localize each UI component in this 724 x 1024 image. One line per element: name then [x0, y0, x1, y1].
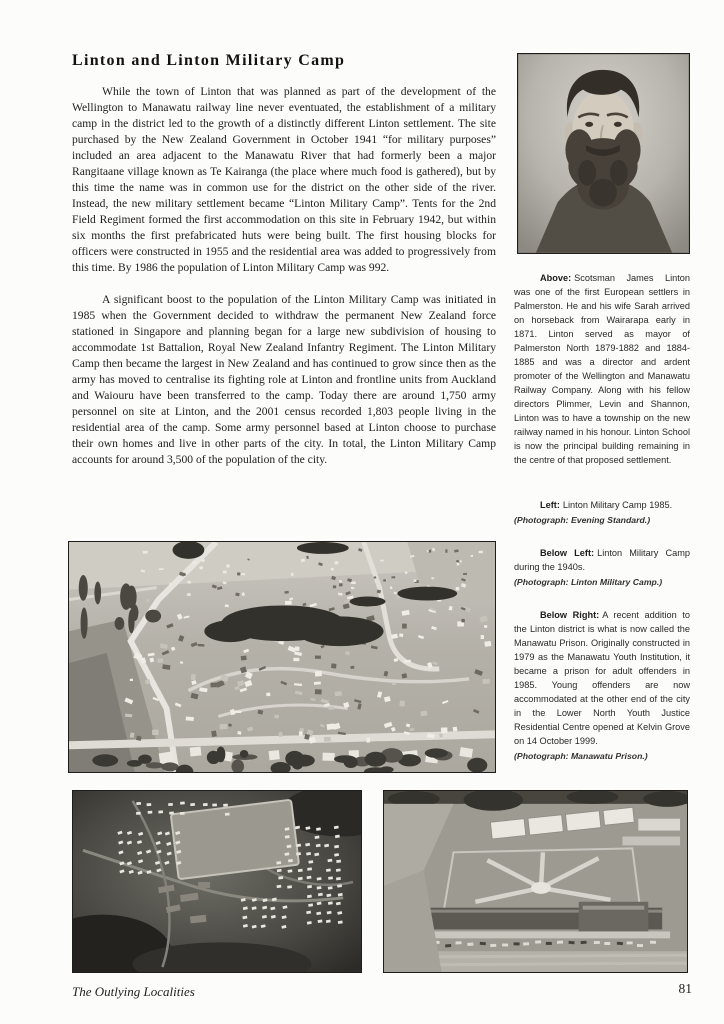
caption-text: A recent addition to the Linton district is what is now called the Manawatu Prison. Originally constructed in 1979 as the Manawatu Youth Institution, it became a prison for adult offenders in 1985. Young offenders are now accommodated at the other end of the city in the Lower North Youth Justice Residential Centre opened at Kelvin Grove on 14 October 1999.: [514, 610, 690, 746]
caption-text: Linton Military Camp during the 1940s.: [514, 548, 690, 572]
caption-below-left-photo: [514, 546, 690, 588]
body-paragraph-2: A significant boost to the population of the Linton Military Camp was initiated in 1985 when the Government decided to withdraw the permanent New Zealand force stationed in Singapore and planning began for a large new subdivision of housing to accommodate 1st Battalion, Royal New Zealand Infantry Regiment. The Linton Military Camp then became the largest in New Zealand and has continued to grow since then as the army has moved to centralise its fighting role at Linton and frontline units from Auckland and Waiouru have been transferred to the camp. Today there are around 1,750 army personnel on site at Linton, and the 2001 census recorded 1,803 people living in the residential area of the camp. Some army personnel based at Linton choose to purchase their own homes and live in other parts of the city. In total, the Linton Military Camp accounts for around 3,500 of the population of the city.: [72, 293, 496, 466]
caption-lead: Left:: [540, 500, 560, 510]
caption-lead: Below Right:: [540, 610, 600, 620]
page-number: 81: [678, 981, 692, 996]
caption-text: Linton Military Camp 1985.: [562, 500, 673, 510]
running-footer-title: The Outlying Localities: [72, 984, 195, 999]
page-title: Linton and Linton Military Camp: [72, 52, 346, 69]
aerial-prison-illustration: [384, 791, 687, 972]
photo-credit: (Photograph: Manawatu Prison.): [514, 751, 648, 761]
portrait-illustration: [518, 54, 689, 253]
portrait-photo-james-linton: [517, 53, 690, 254]
caption-lead: Below Left:: [540, 548, 595, 558]
caption-column: [514, 271, 690, 782]
caption-paragraph: [514, 608, 690, 748]
caption-text: Scotsman James Linton was one of the first European settlers in Palmerston. He and his wife Sarah arrived on horseback from Wairarapa early in 1871. Linton served as mayor of Palmerston North 1879-1882 and 1884-1885 and was a director and ardent promoter of the Wellington and Manawatu Railway Company. Along with his fellow directors Plimmer, Levin and Shannon, Linton was to have a township on the new railway named in his honour. Linton School is now the principal building remaining in the centre of that proposed settlement.: [514, 273, 690, 465]
caption-paragraph: [514, 498, 690, 512]
photo-credit: (Photograph: Linton Military Camp.): [514, 577, 663, 587]
caption-below-right-photo: [514, 608, 690, 762]
aerial-photo-manawatu-prison: [383, 790, 688, 973]
photo-credit: (Photograph: Evening Standard.): [514, 515, 651, 525]
caption-paragraph: [514, 546, 690, 574]
aerial-photo-linton-camp-1985: [68, 541, 496, 773]
aerial-1940s-illustration: [73, 791, 361, 972]
body-paragraph-1: While the town of Linton that was planned as part of the development of the Wellington to Manawatu railway line never eventuated, the establishment of a military camp in the district led to the growth of a distinctly different Linton settlement. The site purchased by the New Zealand Government in October 1941 “for military purposes” included an area adjacent to the Manawatu River that had formerly been a major Rangitaane village known as Te Kairanga (the place where much food is gathered), but by this time the name was in common use for the district on the other side of the river. Instead, the new military settlement became “Linton Military Camp”. Tents for the 2nd Field Regiment formed the first accommodation on this site in February 1942, but within six months the first prefabricated huts were being built. The first housing blocks for officers were constructed in 1955 and the residential area was added to progressively from this time. By 1986 the population of Linton Military Camp was 992.: [72, 85, 496, 274]
caption-lead: Above:: [540, 273, 572, 283]
aerial-photo-linton-camp-1940s: [72, 790, 362, 973]
caption-above-portrait: [514, 271, 690, 467]
aerial-1985-illustration: [69, 542, 495, 772]
caption-paragraph: [514, 271, 690, 467]
caption-left-photo: [514, 498, 690, 526]
body-text-column: [72, 84, 496, 468]
